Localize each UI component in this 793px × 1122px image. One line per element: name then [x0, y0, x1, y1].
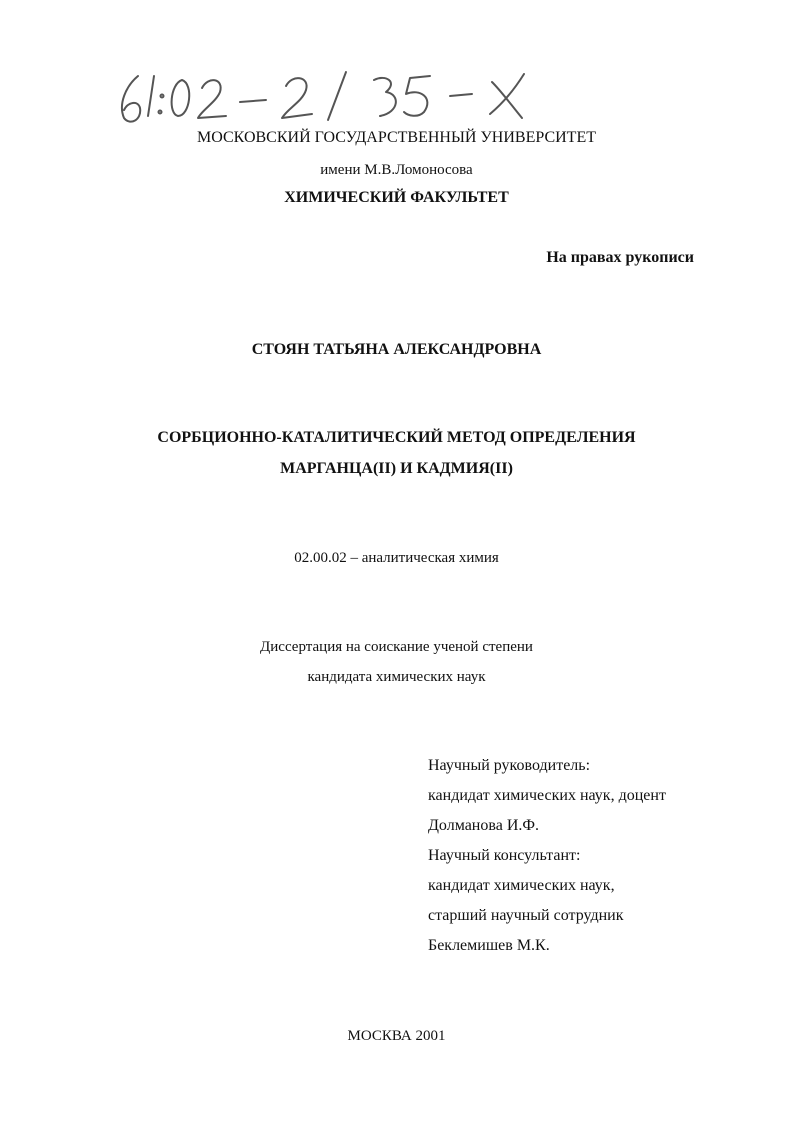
faculty-name: ХИМИЧЕСКИЙ ФАКУЛЬТЕТ	[284, 189, 509, 206]
consultant-degree: кандидат химических наук,	[428, 877, 615, 894]
supervisor-degree: кандидат химических наук, доцент	[428, 787, 666, 804]
author-name: СТОЯН ТАТЬЯНА АЛЕКСАНДРОВНА	[251, 341, 542, 358]
university-honorific: имени М.В.Ломоносова	[320, 162, 473, 178]
consultant-heading: Научный консультант:	[428, 847, 581, 864]
consultant-name: Беклемишев М.К.	[428, 937, 550, 954]
handwritten-archive-code	[110, 62, 550, 132]
supervisor-name: Долманова И.Ф.	[428, 817, 540, 834]
university-name: МОСКОВСКИЙ ГОСУДАРСТВЕННЫЙ УНИВЕРСИТЕТ	[197, 129, 596, 146]
dissertation-title-line1: СОРБЦИОННО-КАТАЛИТИЧЕСКИЙ МЕТОД ОПРЕДЕЛЕНИЯ	[157, 429, 636, 446]
supervisors-block	[428, 756, 758, 966]
city-year: МОСКВА 2001	[347, 1028, 446, 1044]
degree-line1: Диссертация на соискание ученой степени	[260, 639, 533, 655]
manuscript-rights-label: На правах рукописи	[546, 249, 694, 266]
supervisor-heading: Научный руководитель:	[428, 757, 591, 774]
dissertation-title-line2: МАРГАНЦА(II) И КАДМИЯ(II)	[280, 460, 513, 477]
specialty-code: 02.00.02 – аналитическая химия	[294, 550, 499, 566]
consultant-position: старший научный сотрудник	[428, 907, 624, 924]
degree-line2: кандидата химических наук	[307, 669, 486, 685]
